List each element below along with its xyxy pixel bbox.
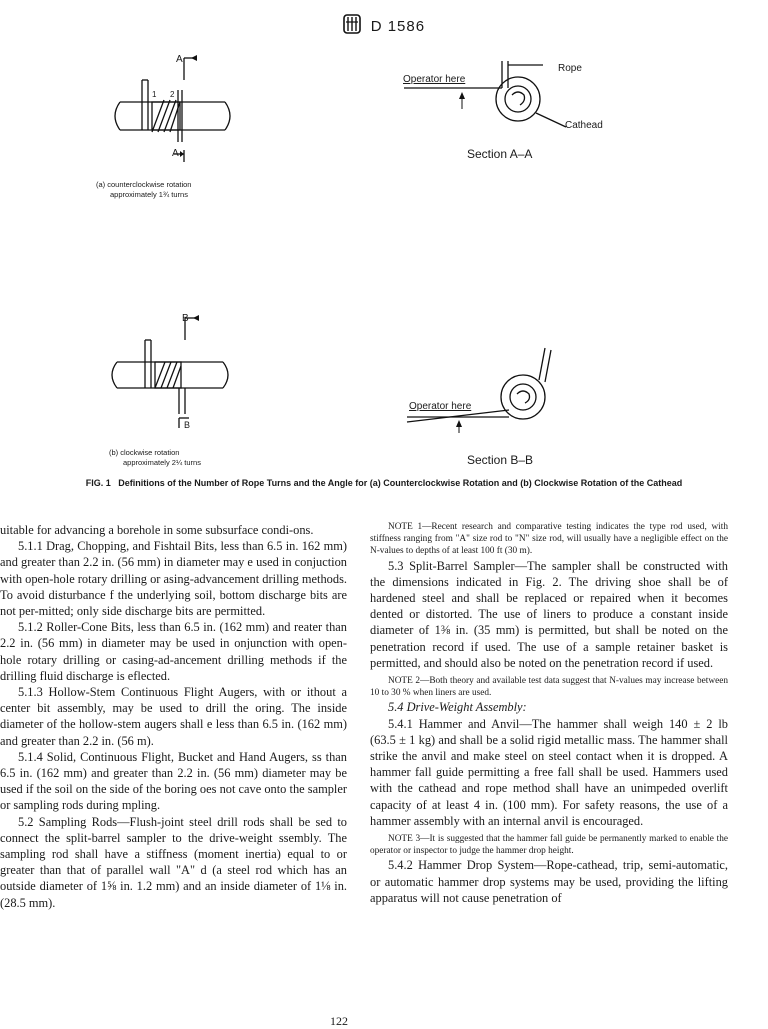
right-column <box>370 521 728 906</box>
left-column <box>0 522 347 911</box>
operator-label-a: Operator here <box>403 74 466 85</box>
figure-caption-label: FIG. 1 <box>85 478 111 488</box>
left-paragraph-512: 5.1.2 Roller-Cone Bits, less than 6.5 in. (162 mm) and reater than 2.2 in. (56 mm) in diameter may be used in onjunction with open-hole rotary drilling or casing-ad-ancement drilling methods if the drilling fluid discharge is eflected. <box>0 620 347 683</box>
section-letter-b-top: B <box>182 313 189 324</box>
left-paragraph-0: uitable for advancing a borehole in some subsurface condi-ons. <box>0 523 314 537</box>
section-b-label: Section B–B <box>467 453 534 467</box>
figure-b-caption <box>109 448 259 468</box>
figure-a-caption <box>96 180 256 200</box>
section-letter-a-bottom: A <box>172 148 179 159</box>
operator-label-b: Operator here <box>409 401 472 412</box>
paragraph-5-4: 5.4 Drive-Weight Assembly: <box>388 700 527 715</box>
left-paragraph-514: 5.1.4 Solid, Continuous Flight, Bucket and Hand Augers, ss than 6.5 in. (162 mm) and greater than 2.2 in. (56 mm) diameter may be used if the soil on the side of the boring oes not cave onto the sampler or sampling rods during mpling. <box>0 749 347 813</box>
section-a-label: Section A–A <box>467 147 533 161</box>
figure-b-caption-line2: approximately 2¼ turns <box>123 458 201 467</box>
rope-label: Rope <box>558 63 582 74</box>
note-2: NOTE 2—Both theory and available test data suggest that N-values may increase between 10 to 30 % when liners are used. <box>370 676 728 699</box>
section-letter-a-top: A <box>176 54 183 65</box>
figure-b-section-view <box>405 340 565 435</box>
figure-b-side-view <box>95 310 245 440</box>
paragraph-5-4-1: 5.4.1 Hammer and Anvil—The hammer shall weigh 140 ± 2 lb (63.5 ± 1 kg) and shall be a solid rigid metallic mass. The hammer shall strike the anvil and make steel on steel contact when it is dropped. A hammer fall guide permitting a free fall shall be used. Hammers used with the cathead and rope method shall have an unimpeded overlift capacity of at least 4 in. (100 mm). For safety reasons, the use of a hammer assembly with an internal anvil is encouraged. <box>370 716 728 828</box>
turn-label-2: 2 <box>170 90 175 99</box>
document-number: D 1586 <box>370 18 426 35</box>
page-header <box>0 14 768 39</box>
section-letter-b-bottom: B <box>184 420 191 430</box>
left-paragraph-511: 5.1.1 Drag, Chopping, and Fishtail Bits, less than 6.5 in. 162 mm) and greater than 2.2 in. (56 mm) in diameter may e used in conjuction with open-hole rotary drilling or asing-advancement drilling methods. To avoid disturbance f the underlying soil, bottom discharge bits are not per-mitted; only side discharge bits are permitted. <box>0 539 347 619</box>
figure-caption-text: Definitions of the Number of Rope Turns and the Angle for (a) Counterclockwise Rotation and (b) Clockwise Rotation of the Cathead <box>118 478 683 488</box>
figure-caption <box>12 477 756 489</box>
left-paragraph-513: 5.1.3 Hollow-Stem Continuous Flight Augers, with or ithout a center bit assembly, may be used to drill the oring. The inside diameter of the hollow-stem augers shall e less than 6.5 in. (162 mm) and greater than 2.2 in. (56 m). <box>0 685 347 748</box>
cathead-label: Cathead <box>565 120 603 131</box>
left-paragraph-52: 5.2 Sampling Rods—Flush-joint steel drill rods shall be sed to connect the split-barrel sampler to the drive-weight ssembly. The sampling rod shall have a stiffness (moment inertia) equal to or greater than that of parallel wall "A" d (a steel rod which has an outside diameter of 1⅝ in. 1.2 mm) and an inside diameter of 1⅛ in. (28.5 mm). <box>0 814 347 910</box>
note-3: NOTE 3—It is suggested that the hammer fall guide be permanently marked to enable the operator or inspector to judge the hammer drop height. <box>370 834 728 857</box>
figure-a-caption-line1: (a) counterclockwise rotation <box>96 180 192 189</box>
page-number: 122 <box>330 1014 348 1028</box>
note-1: NOTE 1—Recent research and comparative testing indicates the type rod used, with stiffness ranging from "A" size rod to "N" size rod, will usually have a negligible effect on the N-values to depths of at least 100 ft (30 m). <box>370 522 728 557</box>
paragraph-5-3: 5.3 Split-Barrel Sampler—The sampler shall be constructed with the dimensions indicated in Fig. 2. The driving shoe shall be of hardened steel and shall be replaced or repaired when it becomes dented or distorted. The use of liners to produce a constant inside diameter of 1⅜ in. (35 mm) is permitted, but shall be noted on the penetration record if used. The use of a sample retainer basket is permitted, and should also be noted on the penetration record if used. <box>370 558 728 670</box>
paragraph-5-4-2: 5.4.2 Hammer Drop System—Rope-cathead, trip, semi-automatic, or automatic hammer drop systems may be used, providing the lifting apparatus will not cause penetration of <box>370 858 728 905</box>
figure-a-caption-line2: approximately 1¾ turns <box>110 190 188 199</box>
astm-logo-icon <box>343 14 361 39</box>
figure-b-caption-line1: (b) clockwise rotation <box>109 448 180 457</box>
turn-label-1: 1 <box>152 90 157 99</box>
